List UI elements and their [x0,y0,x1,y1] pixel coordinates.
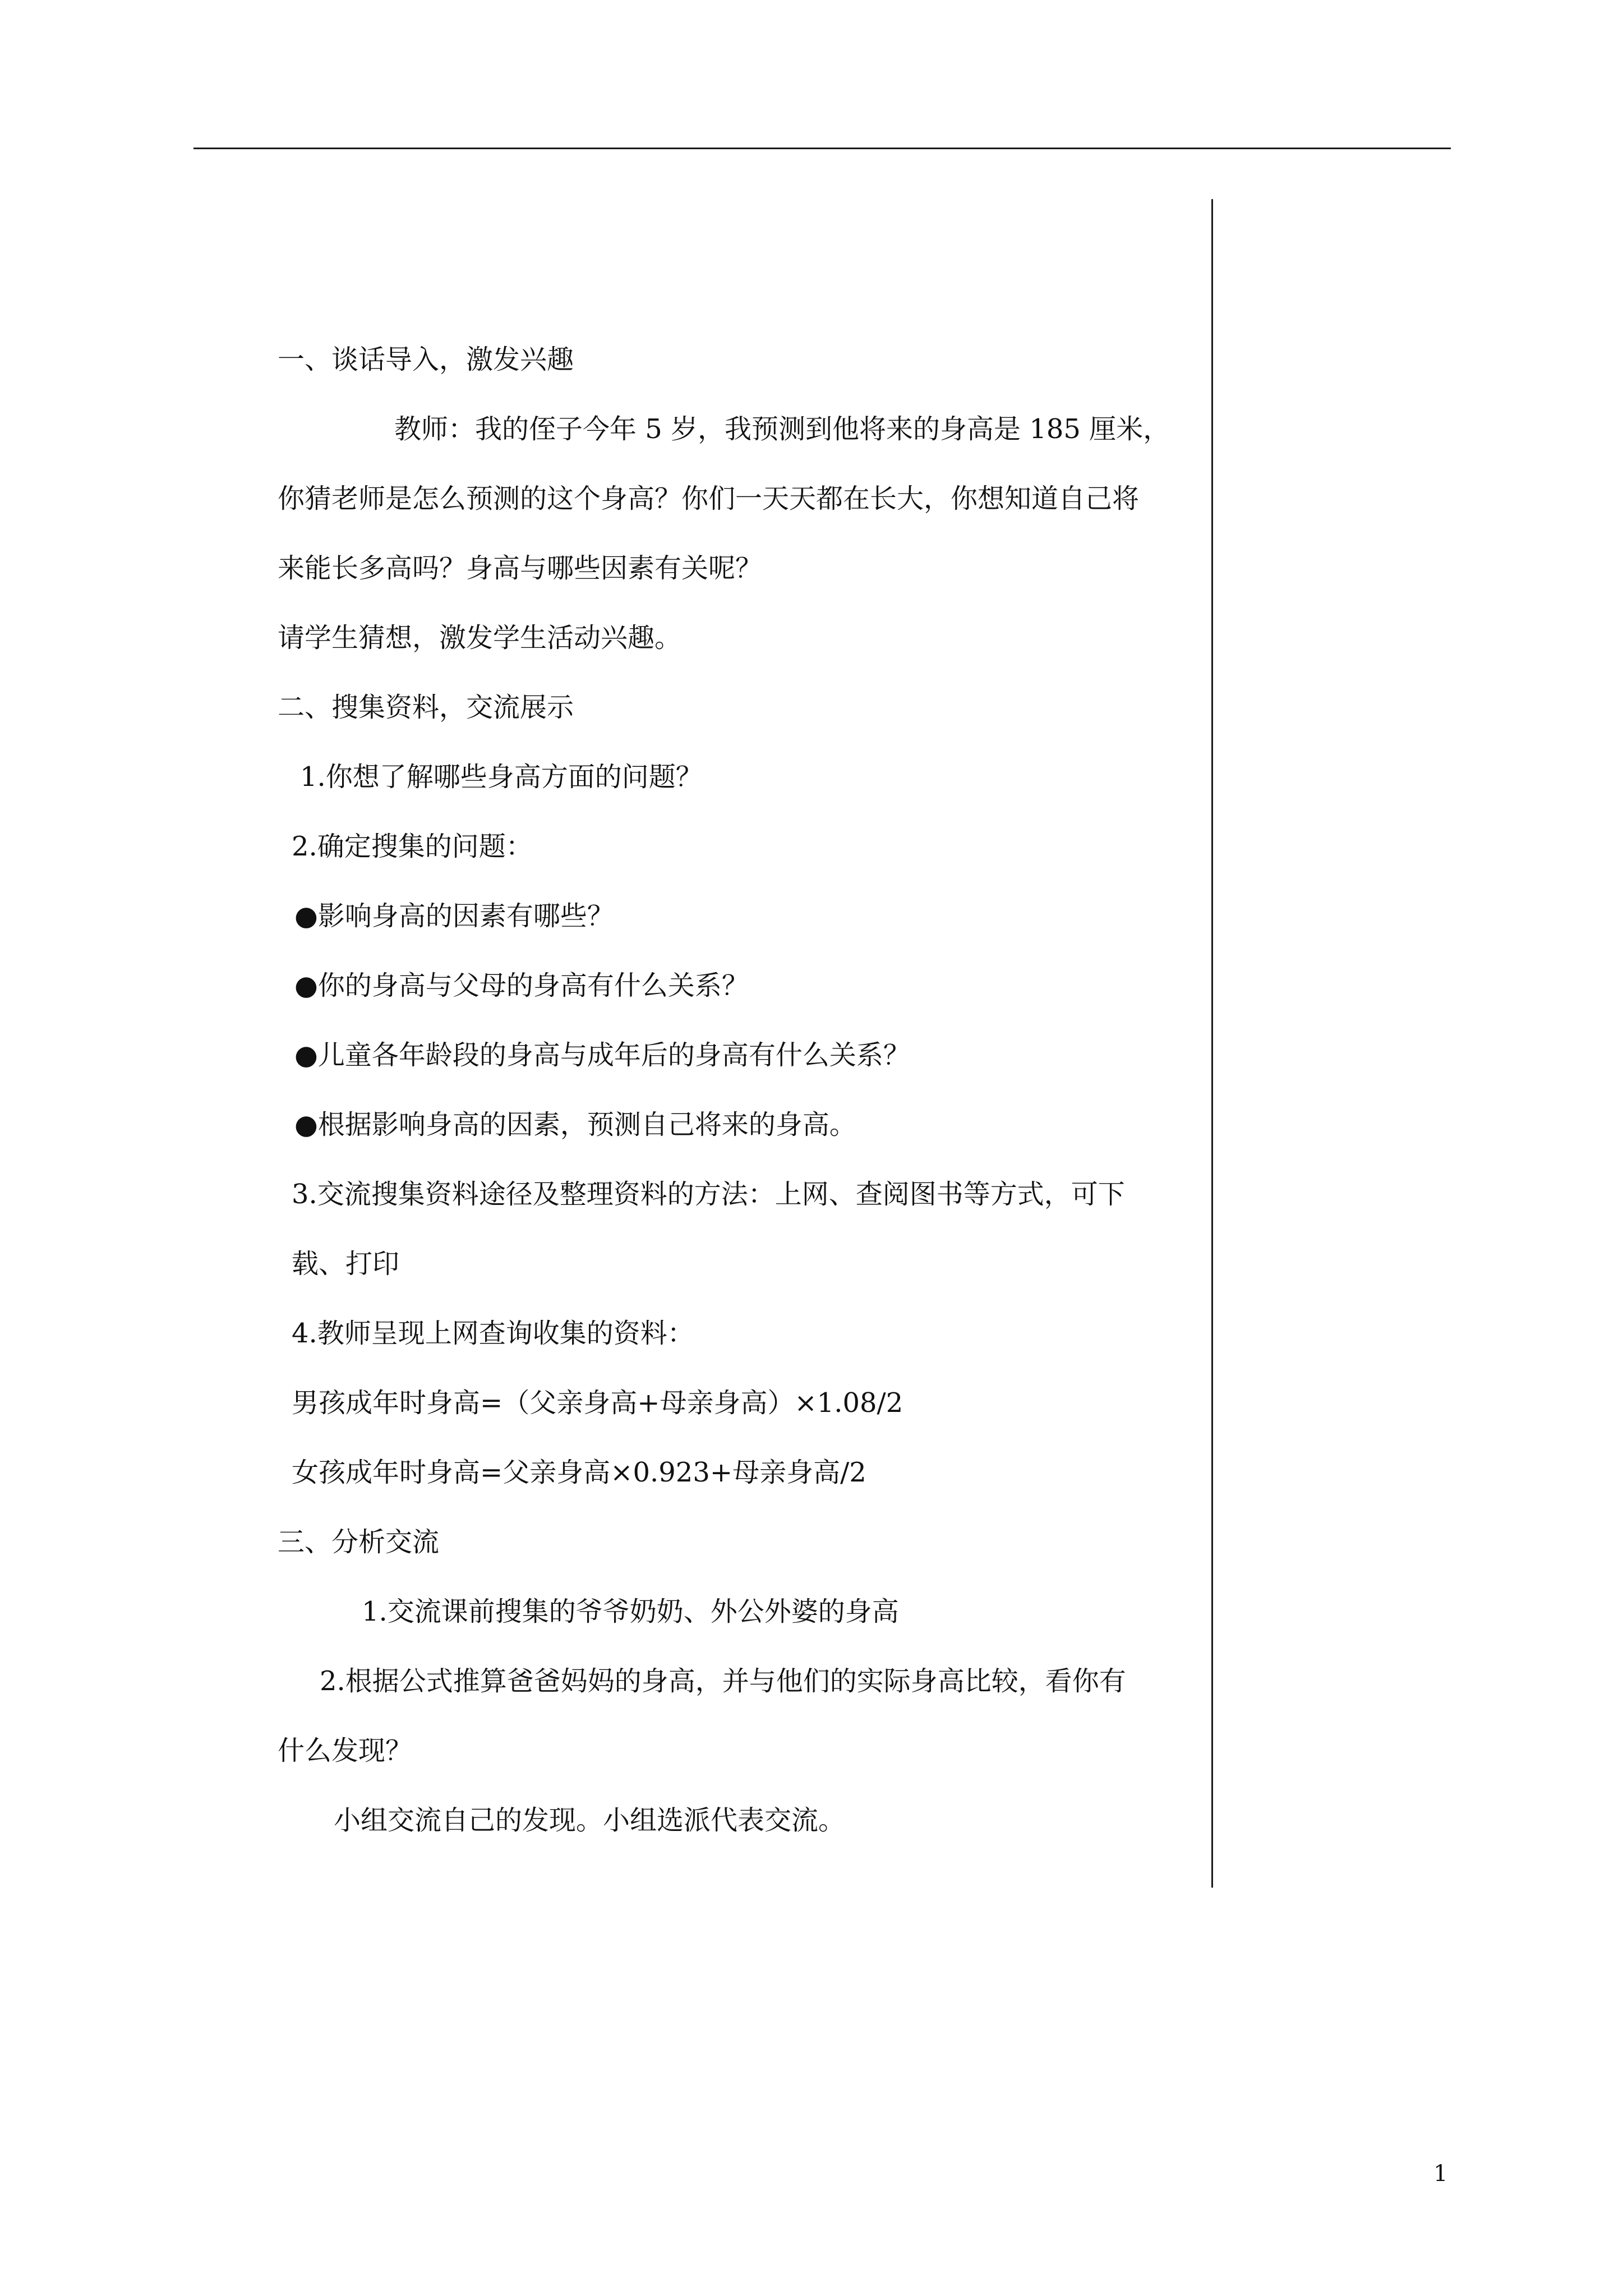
bullet-item: ●根据影响身高的因素，预测自己将来的身高。 [294,1109,856,1140]
page-number: 1 [1433,2161,1448,2187]
header-rule [193,148,1451,149]
section-heading: 三、分析交流 [278,1526,440,1558]
formula-line: 男孩成年时身高=（父亲身高+母亲身高）×1.08/2 [292,1387,903,1419]
bullet-item: ●影响身高的因素有哪些？ [294,900,614,932]
bullet-item: ●你的身高与父母的身高有什么关系？ [294,970,749,1001]
list-item: 4.教师呈现上网查询收集的资料： [292,1318,694,1349]
formula-line: 女孩成年时身高=父亲身高×0.923+母亲身高/2 [292,1457,866,1488]
paragraph-line: 小组交流自己的发现。小组选派代表交流。 [334,1805,846,1836]
list-item: 1.你想了解哪些身高方面的问题？ [300,761,703,793]
paragraph-line: 来能长多高吗？身高与哪些因素有关呢？ [278,553,763,584]
section-heading: 二、搜集资料，交流展示 [278,692,574,723]
paragraph-line: 你猜老师是怎么预测的这个身高？你们一天天都在长大，你想知道自己将 [278,483,1140,514]
list-item: 2.根据公式推算爸爸妈妈的身高，并与他们的实际身高比较，看你有 [320,1665,1126,1697]
section-heading: 一、谈话导入，激发兴趣 [278,344,574,375]
list-item: 3.交流搜集资料途径及整理资料的方法：上网、查阅图书等方式，可下 [292,1179,1125,1210]
list-item: 2.确定搜集的问题： [292,831,533,862]
paragraph-line: 教师：我的侄子今年 5 岁，我预测到他将来的身高是 185 厘米， [394,413,1170,445]
paragraph-line: 请学生猜想，激发学生活动兴趣。 [278,622,682,654]
bullet-item: ●儿童各年龄段的身高与成年后的身高有什么关系？ [294,1039,910,1071]
paragraph-line: 载、打印 [292,1248,400,1280]
margin-rule [1211,199,1213,1888]
list-item: 1.交流课前搜集的爷爷奶奶、外公外婆的身高 [362,1596,899,1627]
paragraph-line: 什么发现？ [278,1735,413,1766]
